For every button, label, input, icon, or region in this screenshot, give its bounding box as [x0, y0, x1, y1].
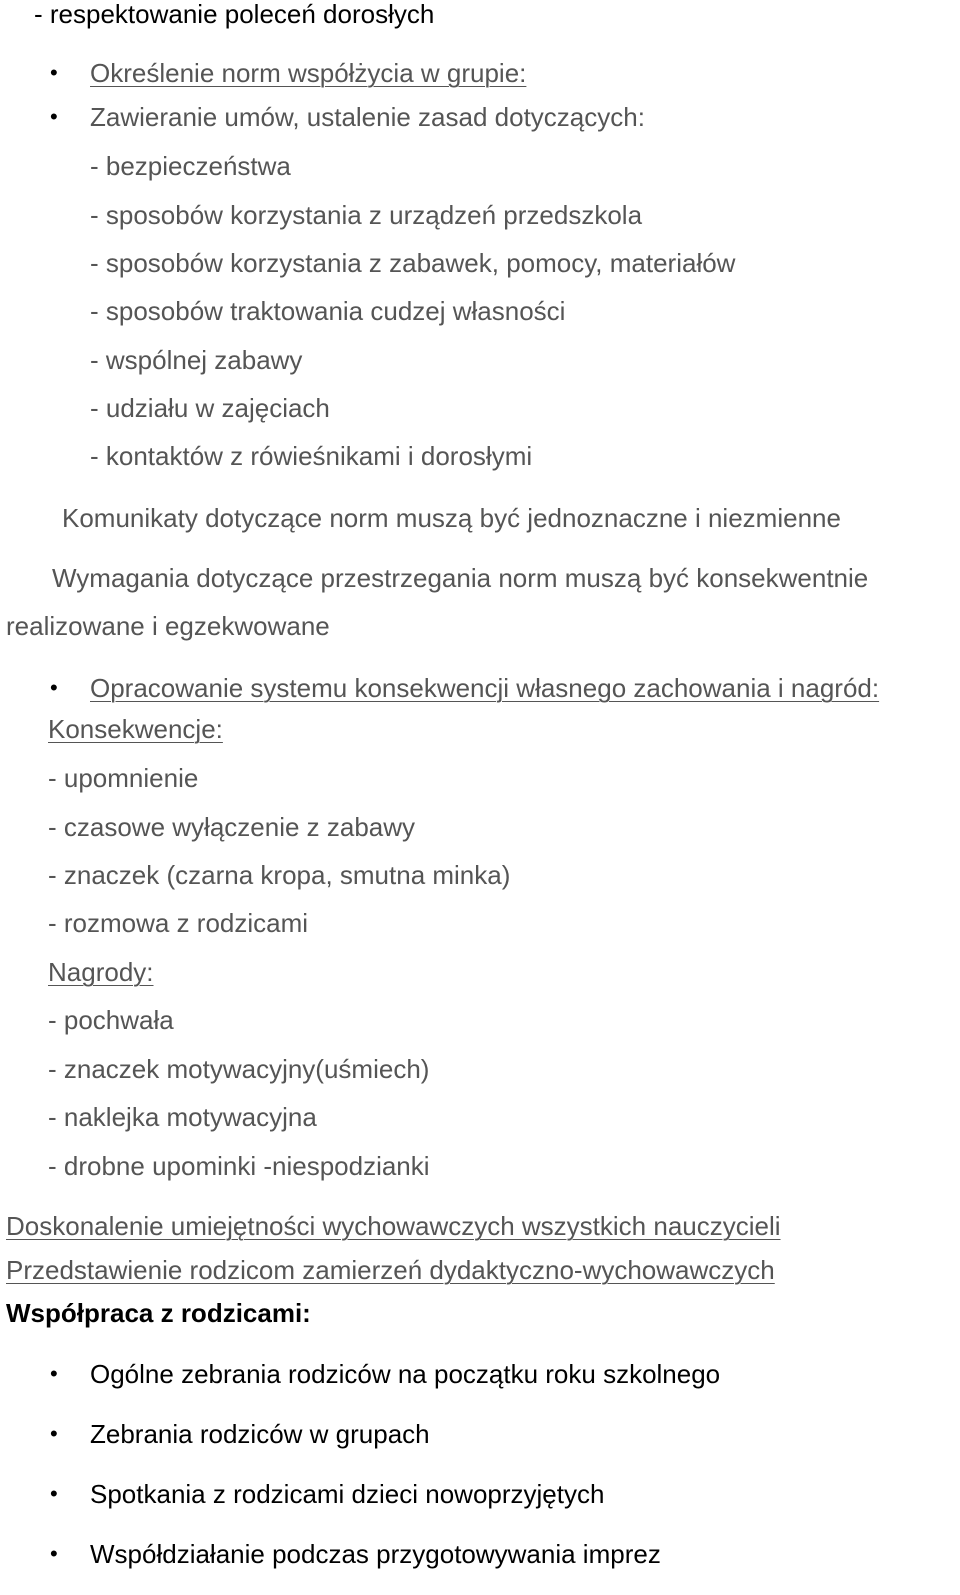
teacher-development-link: Doskonalenie umiejętności wychowawczych wszystkich nauczycieli: [6, 1211, 781, 1241]
consequence-item: - upomnienie: [48, 763, 199, 793]
section1-heading: Określenie norm współżycia w grupie:: [90, 58, 527, 88]
parents-item: Spotkania z rodzicami dzieci nowoprzyjętych: [90, 1479, 605, 1509]
consequence-item: - czasowe wyłączenie z zabawy: [48, 812, 416, 842]
parents-presentation-link: Przedstawienie rodzicom zamierzeń dydaktyczno-wychowawczych: [6, 1255, 775, 1285]
section1-subitem: - udziału w zajęciach: [90, 393, 330, 423]
reward-item: - drobne upominki -niespodzianki: [48, 1151, 430, 1181]
reward-item: - pochwała: [48, 1005, 174, 1035]
norms-note: Komunikaty dotyczące norm muszą być jednoznaczne i niezmienne: [62, 503, 841, 533]
section2-heading: Opracowanie systemu konsekwencji własnego zachowania i nagród:: [90, 673, 880, 703]
section1-subitem: - sposobów korzystania z zabawek, pomocy, materiałów: [90, 248, 736, 278]
bullet-icon: •: [50, 104, 58, 129]
bullet-icon: •: [50, 1421, 58, 1446]
parents-item: Zebrania rodziców w grupach: [90, 1419, 430, 1449]
intro-line: - respektowanie poleceń dorosłych: [34, 0, 435, 29]
reward-item: - znaczek motywacyjny(uśmiech): [48, 1054, 430, 1084]
bullet-icon: •: [50, 1541, 58, 1566]
section1-subitem: - wspólnej zabawy: [90, 345, 303, 375]
section1-subitem: - sposobów korzystania z urządzeń przedszkola: [90, 200, 643, 230]
bullet-icon: •: [50, 60, 58, 85]
section1-subitem: - bezpieczeństwa: [90, 151, 291, 181]
section1-item: Zawieranie umów, ustalenie zasad dotyczących:: [90, 102, 645, 132]
section1-subitem: - sposobów traktowania cudzej własności: [90, 296, 566, 326]
parents-item: Ogólne zebrania rodziców na początku roku szkolnego: [90, 1359, 721, 1389]
bullet-icon: •: [50, 1361, 58, 1386]
consequence-item: - znaczek (czarna kropa, smutna minka): [48, 860, 511, 890]
section1-subitem: - kontaktów z rówieśnikami i dorosłymi: [90, 441, 533, 471]
rewards-label: Nagrody:: [48, 957, 154, 987]
requirements-note-line1: Wymagania dotyczące przestrzegania norm muszą być konsekwentnie: [52, 563, 869, 593]
parents-item: Współdziałanie podczas przygotowywania imprez: [90, 1539, 661, 1569]
bullet-icon: •: [50, 1481, 58, 1506]
consequence-item: - rozmowa z rodzicami: [48, 908, 309, 938]
bullet-icon: •: [50, 675, 58, 700]
parents-cooperation-heading: Współpraca z rodzicami:: [6, 1298, 311, 1328]
reward-item: - naklejka motywacyjna: [48, 1102, 317, 1132]
consequences-label: Konsekwencje:: [48, 714, 223, 744]
requirements-note-line2: realizowane i egzekwowane: [6, 611, 330, 641]
